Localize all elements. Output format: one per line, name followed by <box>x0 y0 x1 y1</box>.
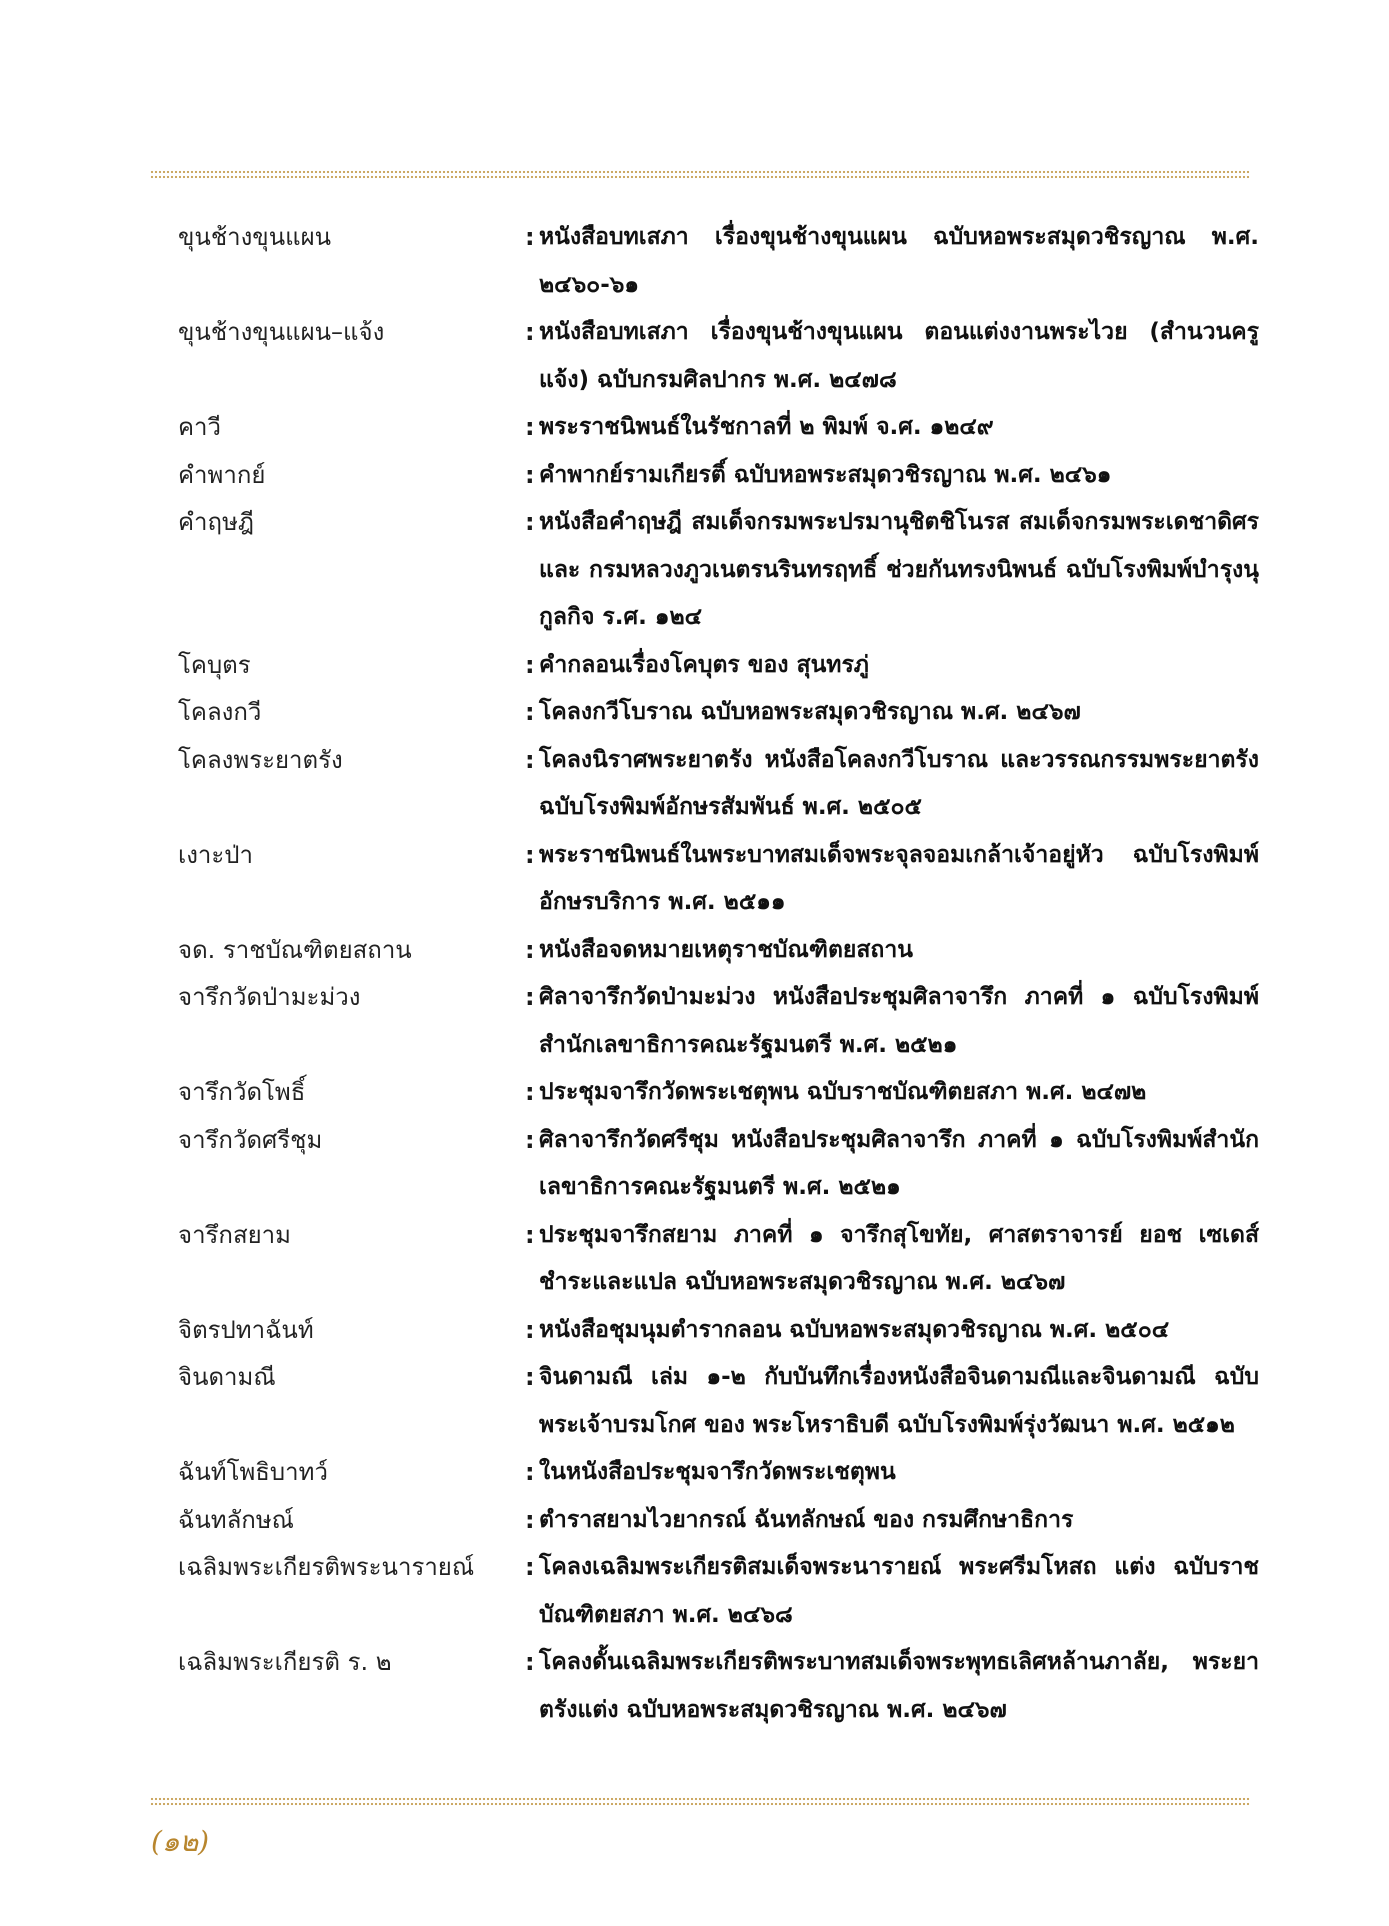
separator-colon: : <box>525 318 535 346</box>
top-dotted-rule <box>150 170 1250 180</box>
separator-colon: : <box>525 1505 535 1534</box>
list-item <box>178 1117 1258 1212</box>
abbreviation-term: จารึกวัดศรีชุม <box>178 1125 323 1154</box>
separator-colon: : <box>525 698 535 726</box>
separator-colon: : <box>525 1648 535 1676</box>
abbreviation-description: โคลงกวีโบราณ ฉบับหอพระสมุดวชิรญาณ พ.ศ. ๒๔๖๗ <box>539 699 1081 725</box>
list-item <box>178 1307 1258 1355</box>
abbreviation-term: โคลงพระยาตรัง <box>178 745 343 774</box>
abbreviation-term: เงาะป่า <box>178 840 253 869</box>
abbreviation-description: โคลงเฉลิมพระเกียรติสมเด็จพระนารายณ์ พระศรีมโหสถ แต่ง ฉบับราชบัณฑิตยสภา พ.ศ. ๒๔๖๘ <box>539 1554 1259 1628</box>
list-item <box>178 832 1258 927</box>
separator-colon: : <box>525 1553 535 1581</box>
list-item <box>178 499 1258 642</box>
list-item <box>178 309 1258 404</box>
separator-colon: : <box>525 840 535 869</box>
separator-colon: : <box>525 1458 535 1486</box>
abbreviation-term: ขุนช้างขุนแผน–แจ้ง <box>178 318 385 346</box>
separator-colon: : <box>525 460 535 489</box>
abbreviation-term: โคบุตร <box>178 650 251 679</box>
bottom-dotted-rule <box>150 1797 1250 1807</box>
abbreviation-description: ในหนังสือประชุมจารึกวัดพระเชตุพน <box>539 1459 896 1485</box>
abbreviation-description: ศิลาจารึกวัดศรีชุม หนังสือประชุมศิลาจารึก ภาคที่ ๑ ฉบับโรงพิมพ์สำนักเลขาธิการคณะรัฐมนตรี พ.ศ. ๒๕๒๑ <box>539 1126 1259 1200</box>
abbreviation-description: โคลงดั้นเฉลิมพระเกียรติพระบาทสมเด็จพระพุทธเลิศหล้านภาลัย, พระยาตรังแต่ง ฉบับหอพระสมุดวชิรญาณ พ.ศ. ๒๔๖๗ <box>539 1649 1259 1723</box>
abbreviation-description: พระราชนิพนธ์ในพระบาทสมเด็จพระจุลจอมเกล้าเจ้าอยู่หัว ฉบับโรงพิมพ์อักษรบริการ พ.ศ. ๒๕๑๑ <box>539 841 1259 915</box>
abbreviation-description: โคลงนิราศพระยาตรัง หนังสือโคลงกวีโบราณ และวรรณกรรมพระยาตรัง ฉบับโรงพิมพ์อักษรสัมพันธ์ พ.ศ. ๒๕๐๕ <box>539 746 1259 820</box>
abbreviation-term: จินดามณี <box>178 1363 276 1391</box>
abbreviation-description: คำกลอนเรื่องโคบุตร ของ สุนทรภู่ <box>539 651 869 678</box>
abbreviation-term: เฉลิมพระเกียรติพระนารายณ์ <box>178 1553 475 1581</box>
abbreviation-description: หนังสือบทเสภา เรื่องขุนช้างขุนแผน ฉบับหอพระสมุดวชิรญาณ พ.ศ. ๒๔๖๐-๖๑ <box>539 224 1259 298</box>
list-item <box>178 214 1258 309</box>
abbreviation-list <box>178 214 1258 1734</box>
list-item <box>178 927 1258 975</box>
abbreviation-term: จิตรปทาฉันท์ <box>178 1315 314 1344</box>
separator-colon: : <box>525 1125 535 1154</box>
abbreviation-description: หนังสือคำฤษฎี สมเด็จกรมพระปรมานุชิตชิโนรส สมเด็จกรมพระเดชาดิศร และ กรมหลวงภูวเนตรนรินทรฤทธิ์ ช่วยกันทรงนิพนธ์ ฉบับโรงพิมพ์บำรุงนุกูลกิจ ร.ศ. ๑๒๔ <box>539 509 1259 630</box>
abbreviation-term: โคลงกวี <box>178 698 262 726</box>
abbreviation-term: ขุนช้างขุนแผน <box>178 223 332 251</box>
separator-colon: : <box>525 1315 535 1344</box>
abbreviation-description: พระราชนิพนธ์ในรัชกาลที่ ๒ พิมพ์ จ.ศ. ๑๒๔๙ <box>539 414 994 440</box>
separator-colon: : <box>525 1363 535 1391</box>
list-item <box>178 1497 1258 1545</box>
separator-colon: : <box>525 223 535 251</box>
abbreviation-description: คำพากย์รามเกียรติ์ ฉบับหอพระสมุดวชิรญาณ พ.ศ. ๒๔๖๑ <box>539 461 1112 488</box>
abbreviation-description: หนังสือบทเสภา เรื่องขุนช้างขุนแผน ตอนแต่งงานพระไวย (สำนวนครูแจ้ง) ฉบับกรมศิลปากร พ.ศ. ๒๔๗๘ <box>539 319 1259 393</box>
abbreviation-term: คำพากย์ <box>178 460 266 489</box>
abbreviation-term: ฉันทลักษณ์ <box>178 1505 294 1534</box>
abbreviation-description: ตำราสยามไวยากรณ์ ฉันทลักษณ์ ของ กรมศึกษาธิการ <box>539 1506 1074 1533</box>
abbreviation-term: จารึกวัดโพธิ์ <box>178 1078 306 1106</box>
abbreviation-term: คาวี <box>178 413 222 441</box>
abbreviation-description: ศิลาจารึกวัดป่ามะม่วง หนังสือประชุมศิลาจารึก ภาคที่ ๑ ฉบับโรงพิมพ์สำนักเลขาธิการคณะรัฐมนตรี พ.ศ. ๒๕๒๑ <box>539 984 1259 1058</box>
abbreviation-term: คำฤษฎี <box>178 508 254 536</box>
separator-colon: : <box>525 1220 535 1249</box>
abbreviation-term: จารึกวัดป่ามะม่วง <box>178 983 361 1011</box>
separator-colon: : <box>525 983 535 1011</box>
separator-colon: : <box>525 745 535 774</box>
abbreviation-term: จารึกสยาม <box>178 1220 291 1249</box>
list-item <box>178 1212 1258 1307</box>
abbreviation-term: เฉลิมพระเกียรติ ร. ๒ <box>178 1648 392 1676</box>
list-item <box>178 689 1258 737</box>
list-item <box>178 642 1258 690</box>
separator-colon: : <box>525 650 535 679</box>
separator-colon: : <box>525 935 535 964</box>
list-item <box>178 974 1258 1069</box>
list-item <box>178 1354 1258 1449</box>
list-item <box>178 404 1258 452</box>
list-item <box>178 737 1258 832</box>
list-item <box>178 1069 1258 1117</box>
abbreviation-description: หนังสือชุมนุมตำรากลอน ฉบับหอพระสมุดวชิรญาณ พ.ศ. ๒๕๐๔ <box>539 1316 1170 1343</box>
abbreviation-term: ฉันท์โพธิบาทว์ <box>178 1458 328 1486</box>
abbreviation-description: จินดามณี เล่ม ๑-๒ กับบันทึกเรื่องหนังสือจินดามณีและจินดามณี ฉบับพระเจ้าบรมโกศ ของ พระโหราธิบดี ฉบับโรงพิมพ์รุ่งวัฒนา พ.ศ. ๒๕๑๒ <box>539 1364 1259 1438</box>
abbreviation-description: ประชุมจารึกสยาม ภาคที่ ๑ จารึกสุโขทัย, ศาสตราจารย์ ยอช เซเดส์ ชำระและแปล ฉบับหอพระสมุดวชิรญาณ พ.ศ. ๒๔๖๗ <box>539 1221 1259 1295</box>
list-item <box>178 452 1258 500</box>
separator-colon: : <box>525 413 535 441</box>
abbreviation-term: จด. ราชบัณฑิตยสถาน <box>178 935 412 964</box>
list-item <box>178 1544 1258 1639</box>
list-item <box>178 1639 1258 1734</box>
separator-colon: : <box>525 1078 535 1106</box>
separator-colon: : <box>525 508 535 536</box>
abbreviation-description: หนังสือจดหมายเหตุราชบัณฑิตยสถาน <box>539 936 913 963</box>
page-number: (๑๒) <box>151 1825 210 1858</box>
list-item <box>178 1449 1258 1497</box>
abbreviation-description: ประชุมจารึกวัดพระเชตุพน ฉบับราชบัณฑิตยสภา พ.ศ. ๒๔๗๒ <box>539 1079 1147 1105</box>
